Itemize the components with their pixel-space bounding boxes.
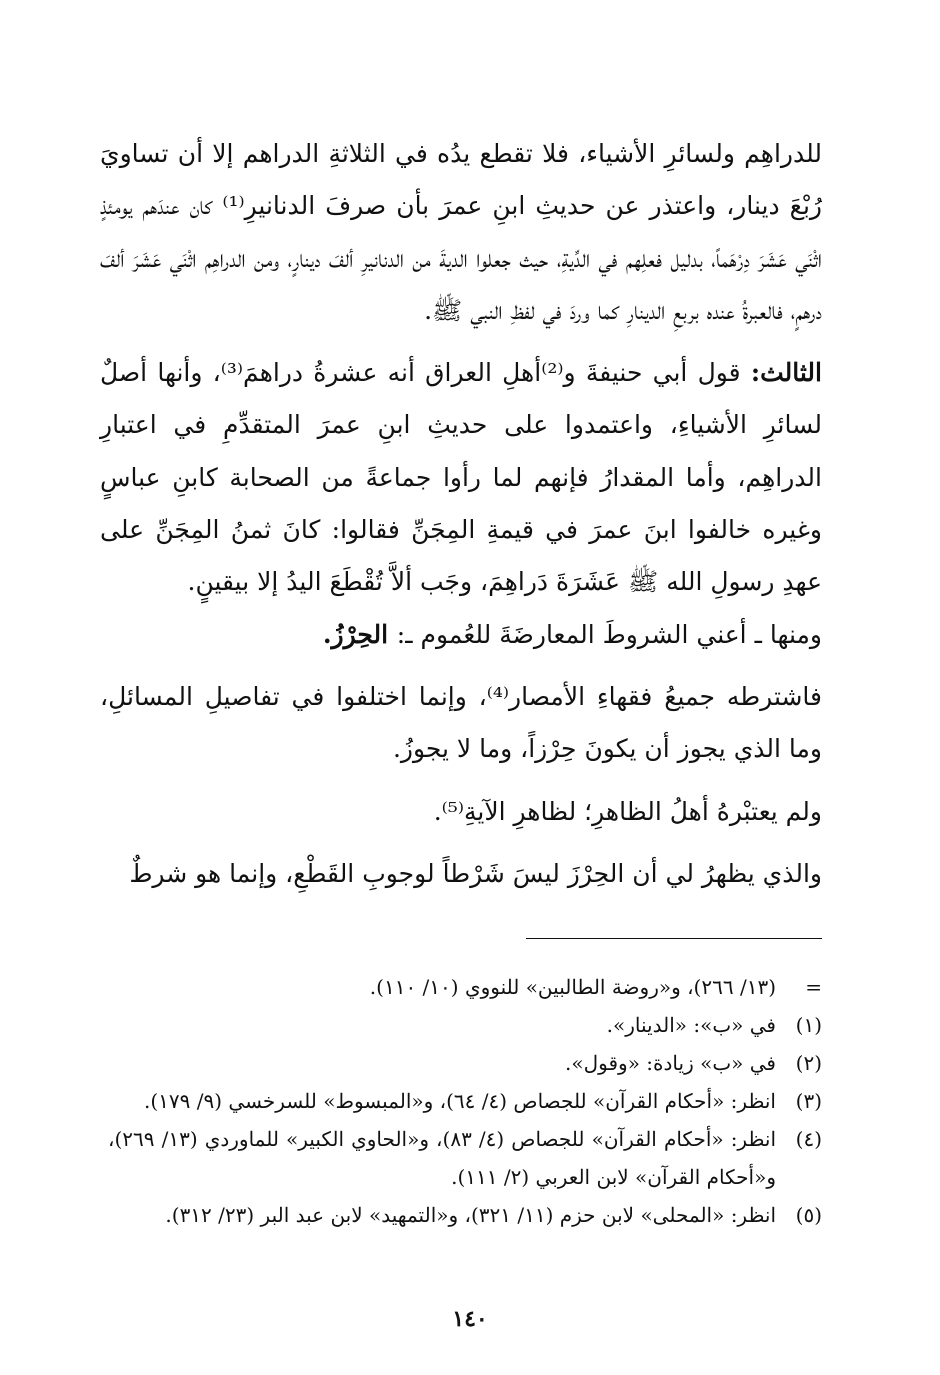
paragraph-4 [100, 671, 822, 776]
footnote-2 [108, 1044, 822, 1082]
footnote-marker: (٤) [795, 1127, 822, 1151]
paragraph-3-lead: ومنها ـ أعني الشروطَ المعارضَةَ للعُموم ـ: [396, 619, 822, 649]
paragraph-6 [100, 848, 822, 900]
footnote-5 [108, 1196, 822, 1234]
footnote-marker: = [805, 975, 822, 999]
footnote-marker: (٢) [795, 1051, 822, 1075]
footnote-marker: (٥) [795, 1203, 822, 1227]
paragraph-1 [100, 128, 822, 337]
footnote-text: في «ب»: «الدينار». [606, 1013, 776, 1037]
paragraph-3 [100, 609, 822, 661]
paragraph-2-text: قول أبي حنيفةَ و⁽²⁾أهلِ العراق أنه عشرةُ دراهمَ⁽³⁾، وأنها أصلٌ لسائرِ الأشياءِ، واعتمدوا على حديثِ ابنِ عمرَ المتقدِّمِ في اعتبارِ الدراهِم، وأما المقدارُ فإنهم لما رأوا جماعةً من الصحابة كابنِ عباسٍ وغيره خالفوا ابنَ عمرَ في قيمةِ المِجَنِّ فقالوا: كانَ ثمنُ المِجَنِّ على عهدِ رسولِ الله ﷺ عَشَرَةَ دَراهِمَ، وجَب ألاَّ تُقْطَعَ اليدُ إلا بيقينٍ. [100, 358, 822, 597]
footnote-4 [108, 1120, 822, 1196]
footnote-marker: (٣) [795, 1089, 822, 1113]
footnote-text: انظر: «أحكام القرآن» للجصاص (٤/ ٦٤)، و«المبسوط» للسرخسي (٩/ ١٧٩). [143, 1089, 776, 1113]
main-text [100, 128, 822, 900]
footnote-text: انظر: «المحلى» لابن حزم (١١/ ٣٢١)، و«التمهيد» لابن عبد البر (٢٣/ ٣١٢). [165, 1203, 776, 1227]
section-lead-third: الثالث: [750, 358, 822, 388]
term-hirz: الحِرْزُ. [322, 619, 397, 649]
paragraph-5-text: ولم يعتبْرهُ أهلُ الظاهرِ؛ لظاهرِ الآيةِ⁽⁵⁾. [433, 796, 822, 826]
footnote-continuation [108, 968, 822, 1006]
page-number: ١٤٠ [452, 1306, 488, 1332]
paragraph-2 [100, 347, 822, 608]
footnote-text: في «ب» زيادة: «وقول». [565, 1051, 776, 1075]
footnote-1 [108, 1006, 822, 1044]
paragraph-1-text: للدراهِم ولسائرِ الأشياء، فلا تقطع يدُه في الثلاثةِ الدراهم إلا أن تساويَ رُبْعَ دينار، واعتذر عن حديثِ ابنِ عمرَ بأن صرفَ الدنانيرِ⁽¹⁾ كان عندَهم يومئذٍ اثْنَي عَشَرَ دِرْهَماً، بدليل فعلِهم في الدِّيةِ، حيث جعلوا الديةَ من الدنانيرِ ألفَ دينارٍ، ومن الدراهِم اثْنَي عَشَرَ ألفَ درهمٍ، فالعبرةُ عنده بربعِ الدينارِ كما وردَ في لفظِ النبي ﷺ. [100, 139, 822, 325]
footnote-marker: (١) [795, 1013, 822, 1037]
paragraph-6-text: والذي يظهرُ لي أن الحِرْزَ ليسَ شَرْطاً لوجوبِ القَطْعِ، وإنما هو شرطٌ [129, 858, 822, 888]
paragraph-5 [100, 786, 822, 838]
paragraph-4-text: فاشترطه جميعُ فقهاءِ الأمصار⁽⁴⁾، وإنما اختلفوا في تفاصيلِ المسائلِ، وما الذي يجوز أن يكونَ حِرْزاً، وما لا يجوزُ. [100, 681, 823, 764]
footnote-text: (١٣/ ٢٦٦)، و«روضة الطالبين» للنووي (١٠/ ١١٠). [369, 975, 776, 999]
footnote-divider [526, 938, 822, 939]
footnotes [108, 968, 822, 1234]
footnote-text: انظر: «أحكام القرآن» للجصاص (٤/ ٨٣)، و«الحاوي الكبير» للماوردي (١٣/ ٢٦٩)، و«أحكام القرآن» لابن العربي (٢/ ١١١). [108, 1127, 776, 1189]
footnote-3 [108, 1082, 822, 1120]
